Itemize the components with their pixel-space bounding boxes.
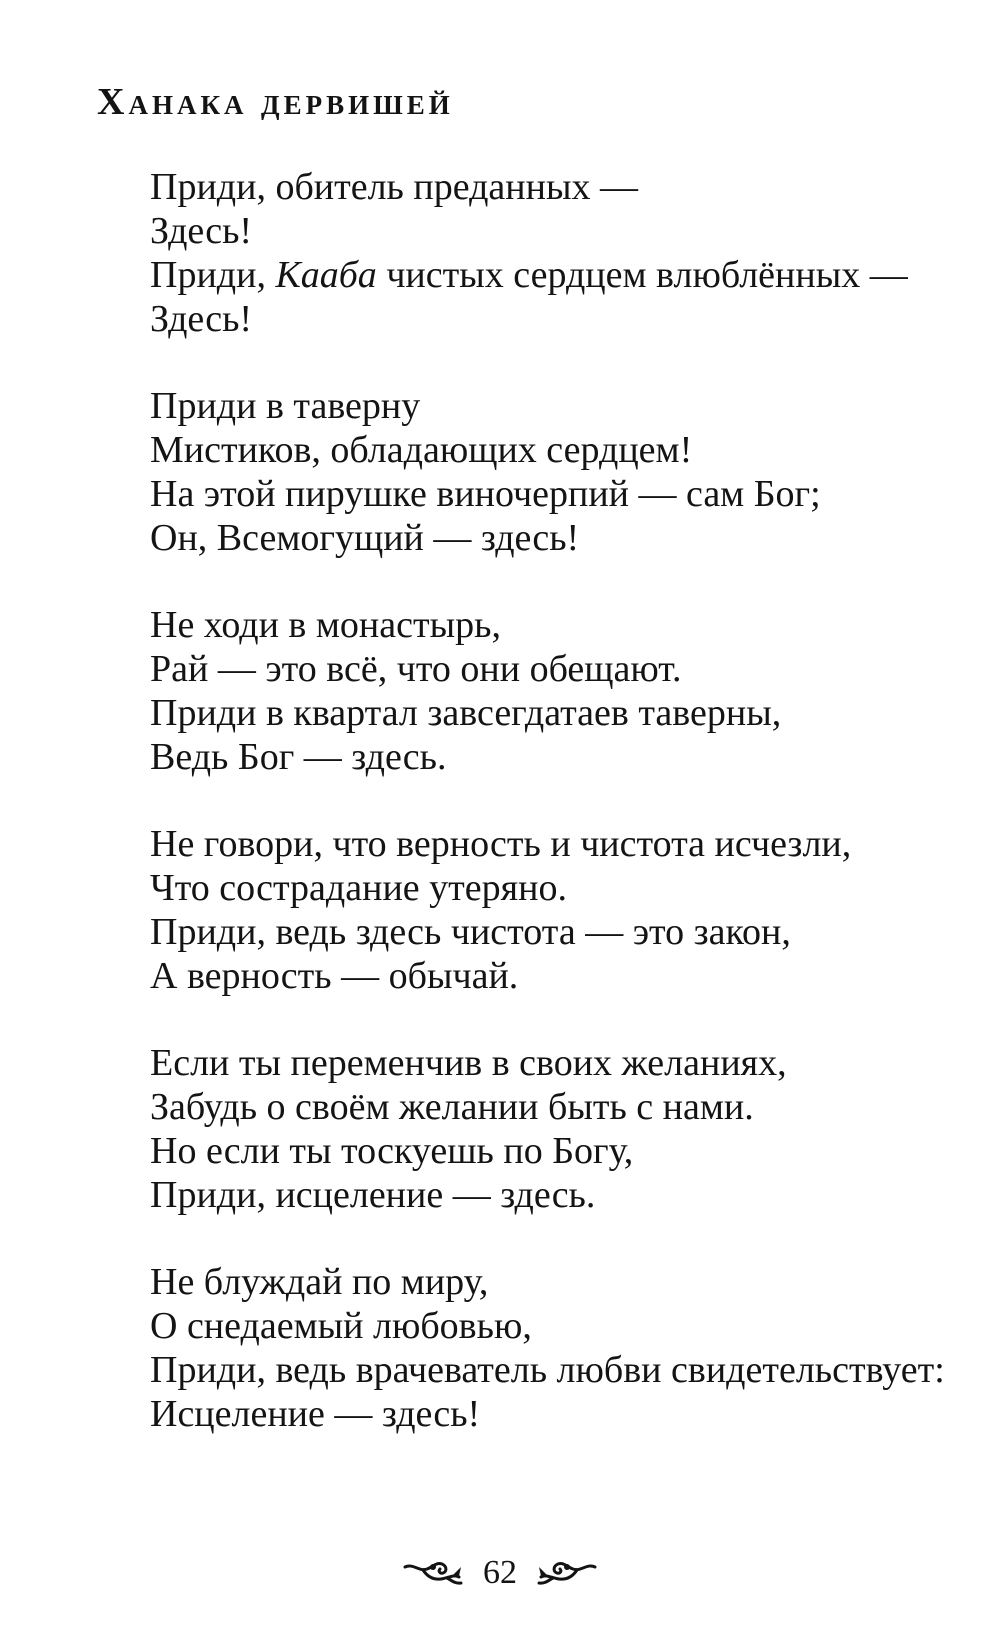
stanza-6	[150, 1260, 970, 1436]
poem-line: Не говори, что верность и чистота исчезли,	[150, 823, 852, 865]
poem-line: Приди, обитель преданных —	[150, 166, 638, 208]
poem-line: Здесь!	[150, 298, 253, 340]
poem-line: Мистиков, обладающих сердцем!	[150, 429, 693, 471]
poem-line: На этой пирушке виночерпий — сам Бог;	[150, 473, 821, 515]
stanza-2	[150, 384, 970, 560]
poem-line: Приди в квартал завсегдатаев таверны,	[150, 692, 782, 734]
stanza-1	[150, 165, 970, 341]
poem-line: Приди, ведь врачеватель любви свидетельствует:	[150, 1349, 945, 1391]
poem-line: Ведь Бог — здесь.	[150, 736, 447, 778]
poem-line: Приди в таверну	[150, 385, 421, 427]
poem-line: Исцеление — здесь!	[150, 1393, 481, 1435]
page-title: Ханака дервишей	[97, 81, 454, 123]
page-footer	[0, 1548, 1000, 1598]
poem-line-text: чистых сердцем влюблённых —	[376, 254, 908, 296]
poem-line: Приди, ведь здесь чистота — это закон,	[150, 911, 791, 953]
page-number: 62	[483, 1554, 517, 1591]
italic-term: Кааба	[275, 254, 377, 296]
poem-line: Рай — это всё, что они обещают.	[150, 648, 682, 690]
poem-line: Не блуждай по миру,	[150, 1261, 489, 1303]
stanza-5	[150, 1041, 970, 1217]
poem-line	[150, 253, 970, 297]
poem-body	[150, 165, 970, 1479]
poem-line: Он, Всемогущий — здесь!	[150, 517, 580, 559]
poem-line-text: Приди,	[150, 254, 276, 296]
poem-line: Здесь!	[150, 210, 253, 252]
left-flourish-icon	[403, 1558, 465, 1588]
poem-line: Если ты переменчив в своих желаниях,	[150, 1042, 787, 1084]
stanza-3	[150, 603, 970, 779]
stanza-4	[150, 822, 970, 998]
poem-line: Но если ты тоскуешь по Богу,	[150, 1130, 634, 1172]
poem-line: Забудь о своём желании быть с нами.	[150, 1086, 754, 1128]
poem-line: О снедаемый любовью,	[150, 1305, 532, 1347]
right-flourish-icon	[535, 1558, 597, 1588]
poem-line: Не ходи в монастырь,	[150, 604, 501, 646]
poem-line: А верность — обычай.	[150, 955, 519, 997]
poem-line: Приди, исцеление — здесь.	[150, 1174, 596, 1216]
poem-line: Что сострадание утеряно.	[150, 867, 567, 909]
